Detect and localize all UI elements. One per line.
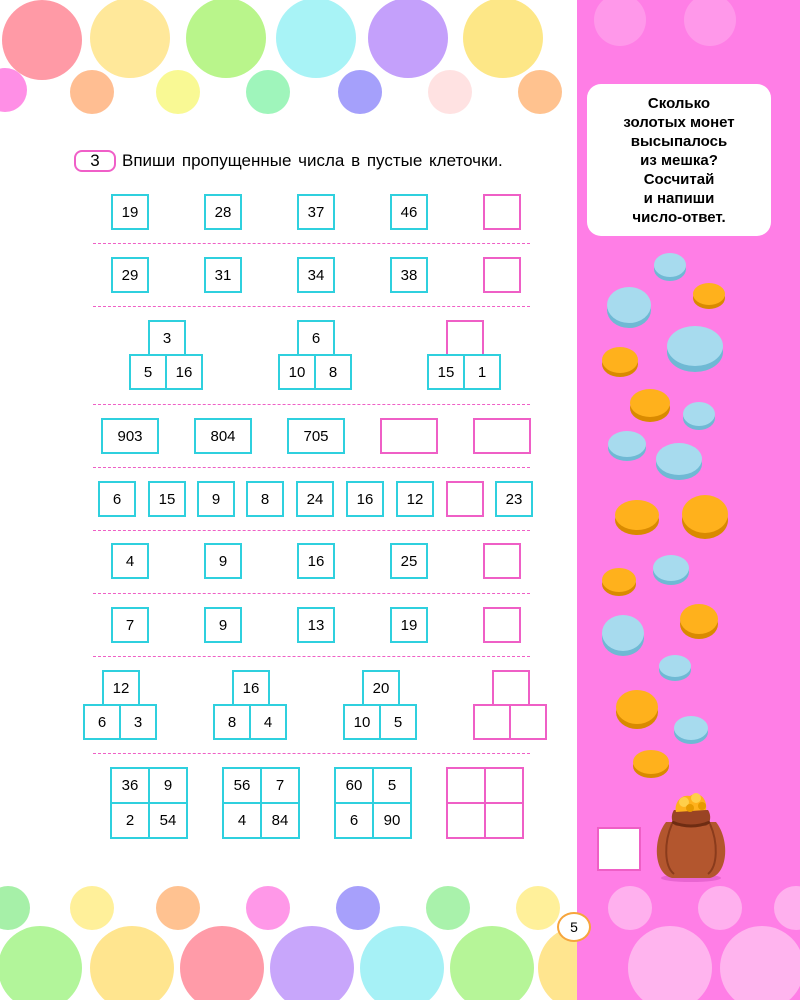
- question-line: Сосчитай: [643, 170, 715, 188]
- pyramid-right-cell: 3: [119, 704, 157, 740]
- gold-coin: [633, 750, 669, 778]
- number-cell: 34: [297, 257, 335, 293]
- grid-cell: 60: [334, 767, 374, 804]
- grid-cell: 54: [148, 802, 188, 839]
- silver-coin: [607, 287, 651, 328]
- grid-cell: 6: [334, 802, 374, 839]
- pyramid-right-cell: 5: [379, 704, 417, 740]
- answer-cell[interactable]: [446, 767, 486, 804]
- gold-coin: [616, 690, 658, 729]
- number-cell: 16: [346, 481, 384, 517]
- number-cell: 19: [390, 607, 428, 643]
- row-separator: [93, 593, 530, 594]
- gold-coin: [680, 604, 718, 639]
- number-cell: 46: [390, 194, 428, 230]
- row-separator: [93, 530, 530, 531]
- answer-cell[interactable]: [483, 194, 521, 230]
- page-number: 5: [557, 912, 591, 942]
- coins-illustration: [577, 240, 800, 830]
- number-cell: 804: [194, 418, 252, 454]
- pyramid-right-cell: 16: [165, 354, 203, 390]
- number-cell: 705: [287, 418, 345, 454]
- silver-coin: [659, 655, 691, 681]
- silver-coin: [683, 402, 715, 430]
- answer-cell[interactable]: [509, 704, 547, 740]
- pyramid-right-cell: 1: [463, 354, 501, 390]
- grid-cell: 9: [148, 767, 188, 804]
- pyramid-right-cell: 8: [314, 354, 352, 390]
- pyramid-right-cell: 4: [249, 704, 287, 740]
- money-bag-icon: [650, 782, 732, 882]
- number-cell: 4: [111, 543, 149, 579]
- number-cell: 13: [297, 607, 335, 643]
- pyramid-top-cell: 16: [232, 670, 270, 706]
- answer-cell[interactable]: [492, 670, 530, 706]
- number-cell: 23: [495, 481, 533, 517]
- pyramid-top-cell: 3: [148, 320, 186, 356]
- pyramid-left-cell: 10: [343, 704, 381, 740]
- number-cell: 15: [148, 481, 186, 517]
- row-separator: [93, 306, 530, 307]
- number-cell: 7: [111, 607, 149, 643]
- answer-cell[interactable]: [446, 320, 484, 356]
- gold-coin: [693, 283, 725, 309]
- row-separator: [93, 753, 530, 754]
- pyramid-left-cell: 10: [278, 354, 316, 390]
- question-line: золотых монет: [623, 113, 735, 131]
- number-cell: 24: [296, 481, 334, 517]
- answer-cell[interactable]: [473, 418, 531, 454]
- answer-cell[interactable]: [473, 704, 511, 740]
- number-cell: 31: [204, 257, 242, 293]
- grid-cell: 7: [260, 767, 300, 804]
- number-cell: 19: [111, 194, 149, 230]
- answer-cell[interactable]: [446, 481, 484, 517]
- question-line: из мешка?: [640, 151, 718, 169]
- gold-coin: [602, 347, 638, 377]
- coins-answer-box[interactable]: [597, 827, 641, 871]
- number-cell: 37: [297, 194, 335, 230]
- gold-coin: [615, 500, 659, 535]
- number-cell: 6: [98, 481, 136, 517]
- number-cell: 29: [111, 257, 149, 293]
- grid-cell: 36: [110, 767, 150, 804]
- number-cell: 8: [246, 481, 284, 517]
- gold-coin: [682, 495, 728, 539]
- number-cell: 25: [390, 543, 428, 579]
- number-cell: 12: [396, 481, 434, 517]
- gold-coin: [630, 389, 670, 422]
- pyramid-top-cell: 20: [362, 670, 400, 706]
- silver-coin: [667, 326, 723, 372]
- number-cell: 903: [101, 418, 159, 454]
- number-cell: 9: [197, 481, 235, 517]
- number-cell: 38: [390, 257, 428, 293]
- grid-cell: 56: [222, 767, 262, 804]
- pyramid-left-cell: 5: [129, 354, 167, 390]
- grid-cell: 4: [222, 802, 262, 839]
- answer-cell[interactable]: [484, 767, 524, 804]
- question-line: число-ответ.: [632, 208, 726, 226]
- grid-cell: 90: [372, 802, 412, 839]
- answer-cell[interactable]: [484, 802, 524, 839]
- silver-coin: [674, 716, 708, 744]
- coins-question-box: [587, 84, 771, 236]
- number-cell: 9: [204, 543, 242, 579]
- answer-cell[interactable]: [380, 418, 438, 454]
- gold-coin: [602, 568, 636, 596]
- number-cell: 28: [204, 194, 242, 230]
- silver-coin: [608, 431, 646, 461]
- silver-coin: [602, 615, 644, 656]
- question-line: высыпалось: [630, 132, 728, 150]
- pyramid-top-cell: 6: [297, 320, 335, 356]
- grid-cell: 84: [260, 802, 300, 839]
- number-cell: 9: [204, 607, 242, 643]
- row-separator: [93, 656, 530, 657]
- pyramid-left-cell: 15: [427, 354, 465, 390]
- silver-coin: [656, 443, 702, 480]
- row-separator: [93, 467, 530, 468]
- row-separator: [93, 404, 530, 405]
- row-separator: [93, 243, 530, 244]
- grid-cell: 2: [110, 802, 150, 839]
- silver-coin: [654, 253, 686, 281]
- answer-cell[interactable]: [483, 607, 521, 643]
- question-line: и напиши: [643, 189, 715, 207]
- silver-coin: [653, 555, 689, 585]
- task-instruction: Впиши пропущенные числа в пустые клеточки.: [122, 151, 503, 170]
- question-line: Сколько: [647, 94, 711, 112]
- answer-cell[interactable]: [483, 543, 521, 579]
- pyramid-top-cell: 12: [102, 670, 140, 706]
- task-number-badge: 3: [74, 150, 116, 172]
- pyramid-left-cell: 8: [213, 704, 251, 740]
- pyramid-left-cell: 6: [83, 704, 121, 740]
- number-cell: 16: [297, 543, 335, 579]
- grid-cell: 5: [372, 767, 412, 804]
- answer-cell[interactable]: [446, 802, 486, 839]
- answer-cell[interactable]: [483, 257, 521, 293]
